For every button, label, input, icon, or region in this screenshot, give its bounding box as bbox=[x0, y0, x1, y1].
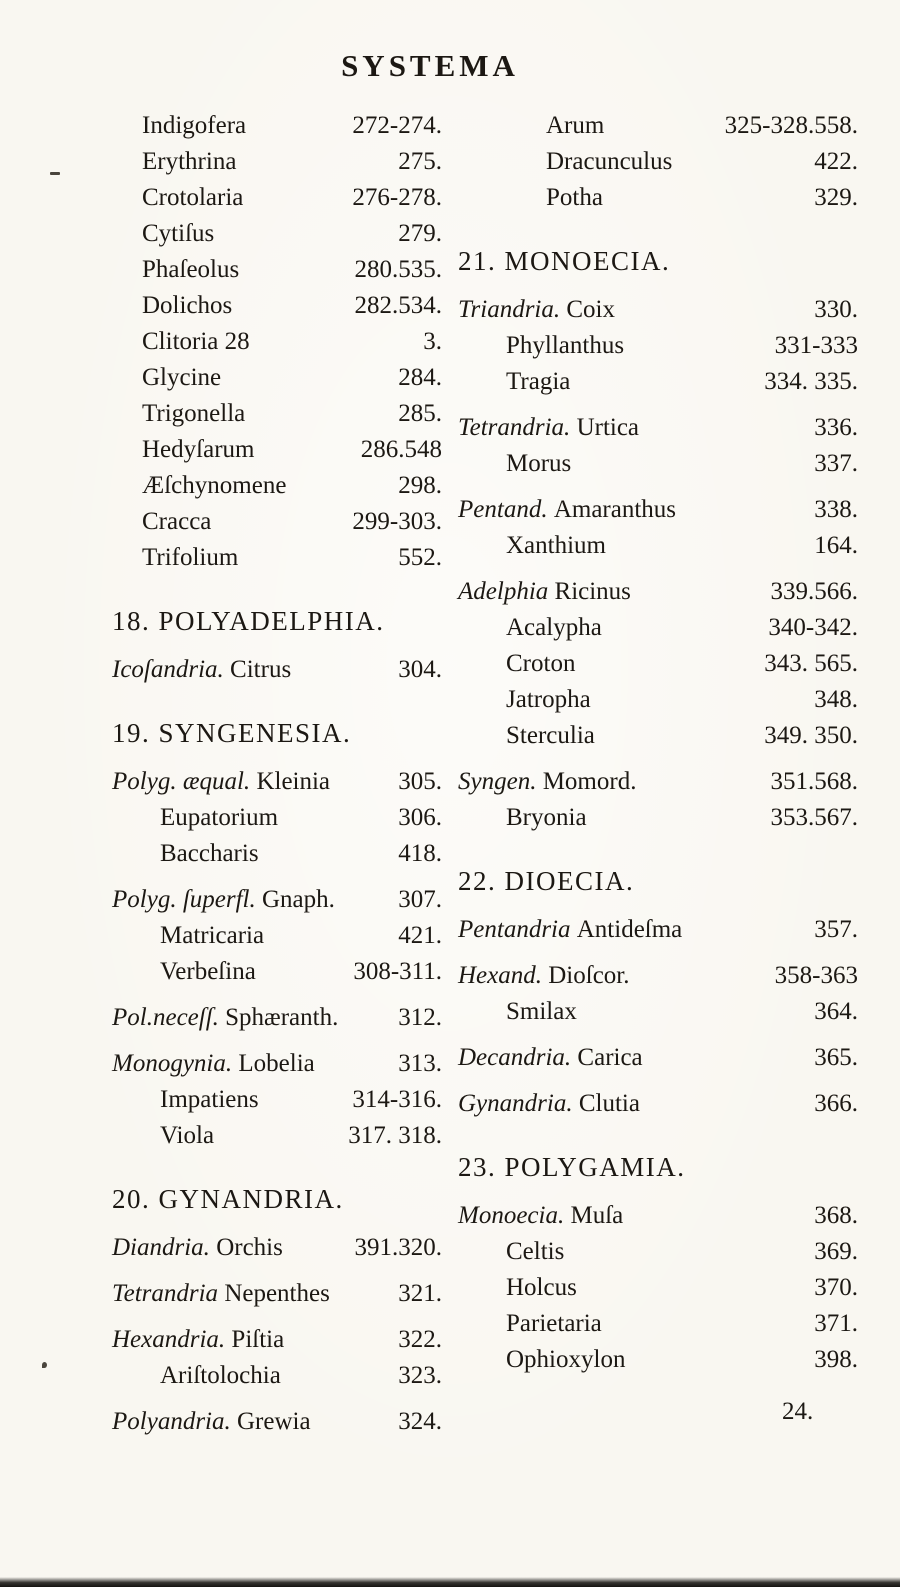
page-numbers: 368. bbox=[814, 1202, 858, 1229]
order-name-label: Monoecia. bbox=[458, 1202, 571, 1229]
order-name-label: Diandria. bbox=[112, 1234, 217, 1261]
index-entry bbox=[458, 718, 858, 754]
genus-name: Muſa bbox=[570, 1202, 624, 1229]
genus-name: Gnaph. bbox=[261, 886, 335, 913]
index-column-right bbox=[458, 108, 858, 1378]
index-entry bbox=[458, 1342, 858, 1378]
scan-edge-artifact bbox=[0, 1577, 900, 1587]
entry-text bbox=[506, 682, 591, 718]
order-name-label: Polyg. æqual. bbox=[112, 768, 257, 795]
page-numbers: 370. bbox=[814, 1274, 858, 1301]
index-entry bbox=[458, 958, 858, 994]
entry-text bbox=[160, 800, 278, 836]
entry-text bbox=[142, 324, 250, 360]
page-numbers: 275. bbox=[398, 148, 442, 175]
order-name-label: Polyandria. bbox=[112, 1408, 237, 1435]
index-entry bbox=[112, 836, 442, 872]
genus-name: Ophioxylon bbox=[506, 1346, 626, 1373]
section-heading: 20. GYNANDRIA. bbox=[112, 1184, 344, 1214]
entry-text bbox=[506, 1270, 577, 1306]
entry-text bbox=[506, 718, 595, 754]
index-entry bbox=[458, 610, 858, 646]
page-numbers: 371. bbox=[814, 1310, 858, 1337]
page-title: SYSTEMA bbox=[341, 48, 519, 83]
index-entry bbox=[458, 912, 858, 948]
order-name-label: Pol.neceſſ. bbox=[112, 1004, 226, 1031]
index-entry bbox=[458, 328, 858, 364]
page-numbers: 324. bbox=[398, 1408, 442, 1435]
genus-name: Baccharis bbox=[160, 840, 259, 867]
entry-text bbox=[112, 764, 330, 800]
order-name-label: Pentand. bbox=[458, 496, 554, 523]
genus-name: Impatiens bbox=[160, 1086, 259, 1113]
genus-name: Clutia bbox=[578, 1090, 640, 1117]
page-numbers: 312. bbox=[398, 1004, 442, 1031]
page-numbers: 308-311. bbox=[353, 958, 442, 985]
entry-text bbox=[112, 882, 335, 918]
index-entry bbox=[458, 528, 858, 564]
order-name-label: Triandria. bbox=[458, 296, 567, 323]
genus-name: Momord. bbox=[542, 768, 637, 795]
page-numbers: 339.566. bbox=[770, 578, 858, 605]
entry-text bbox=[458, 958, 630, 994]
page-numbers: 276-278. bbox=[352, 184, 442, 211]
genus-name: Ricinus bbox=[554, 578, 631, 605]
page-numbers: 323. bbox=[398, 1362, 442, 1389]
index-column-left bbox=[112, 108, 442, 1440]
entry-text bbox=[142, 144, 236, 180]
page-numbers: 285. bbox=[398, 400, 442, 427]
page-numbers: 349. 350. bbox=[764, 722, 858, 749]
index-entry bbox=[458, 646, 858, 682]
page-numbers: 421. bbox=[398, 922, 442, 949]
page-numbers: 3. bbox=[423, 328, 442, 355]
entry-text bbox=[546, 180, 603, 216]
index-entry bbox=[458, 364, 858, 400]
index-entry bbox=[112, 108, 442, 144]
index-entry bbox=[458, 492, 858, 528]
page-numbers: 357. bbox=[814, 916, 858, 943]
page-numbers: 353.567. bbox=[770, 804, 858, 831]
entry-text bbox=[142, 108, 246, 144]
index-entry bbox=[458, 1306, 858, 1342]
entry-text bbox=[458, 1040, 643, 1076]
order-name-label: Tetrandria. bbox=[458, 414, 577, 441]
order-name-label: Monogynia. bbox=[112, 1050, 239, 1077]
entry-text bbox=[458, 764, 636, 800]
genus-name: Dioſcor. bbox=[548, 962, 630, 989]
index-entry bbox=[112, 468, 442, 504]
order-name-label: Pentandria bbox=[458, 916, 577, 943]
section-heading: 18. POLYADELPHIA. bbox=[112, 606, 385, 636]
index-entry bbox=[112, 800, 442, 836]
genus-name: Eupatorium bbox=[160, 804, 279, 831]
entry-text bbox=[112, 1000, 338, 1036]
index-entry bbox=[458, 574, 858, 610]
genus-name: Tragia bbox=[506, 368, 571, 395]
index-entry bbox=[458, 1270, 858, 1306]
page-numbers: 322. bbox=[398, 1326, 442, 1353]
index-entry bbox=[112, 1046, 442, 1082]
entry-text bbox=[142, 468, 286, 504]
page-numbers: 366. bbox=[814, 1090, 858, 1117]
page-numbers: 552. bbox=[398, 544, 442, 571]
genus-name: Verbeſina bbox=[160, 958, 256, 985]
entry-text bbox=[160, 1082, 259, 1118]
index-entry bbox=[112, 324, 442, 360]
entry-text bbox=[458, 410, 639, 446]
index-entry bbox=[112, 216, 442, 252]
entry-text bbox=[142, 432, 254, 468]
genus-name: Parietaria bbox=[506, 1310, 602, 1337]
page-numbers: 348. bbox=[814, 686, 858, 713]
page-numbers: 299-303. bbox=[352, 508, 442, 535]
page-numbers: 325-328.558. bbox=[724, 112, 858, 139]
index-entry bbox=[112, 1000, 442, 1036]
page-numbers: 313. bbox=[398, 1050, 442, 1077]
entry-text bbox=[160, 954, 256, 990]
entry-text bbox=[142, 252, 239, 288]
entry-text bbox=[506, 800, 587, 836]
entry-text bbox=[506, 646, 575, 682]
genus-name: Viola bbox=[160, 1122, 215, 1149]
index-entry bbox=[112, 1358, 442, 1394]
entry-text bbox=[142, 288, 232, 324]
genus-name: Sphæranth. bbox=[225, 1004, 339, 1031]
page-numbers: 314-316. bbox=[352, 1086, 442, 1113]
index-entry bbox=[458, 108, 858, 144]
page-numbers: 340-342. bbox=[768, 614, 858, 641]
entry-text bbox=[160, 918, 264, 954]
index-entry bbox=[458, 800, 858, 836]
genus-name: Morus bbox=[506, 450, 572, 477]
page-numbers: 280.535. bbox=[354, 256, 442, 283]
genus-name: Xanthium bbox=[506, 532, 606, 559]
entry-text bbox=[160, 836, 259, 872]
genus-name: Antideſma bbox=[576, 916, 683, 943]
page-numbers: 365. bbox=[814, 1044, 858, 1071]
genus-name: Æſchynomene bbox=[142, 472, 287, 499]
index-entry bbox=[458, 180, 858, 216]
page-numbers: 418. bbox=[398, 840, 442, 867]
entry-text bbox=[142, 180, 243, 216]
order-name-label: Gynandria. bbox=[458, 1090, 579, 1117]
genus-name: Clitoria 28 bbox=[142, 328, 250, 355]
entry-text bbox=[160, 1118, 214, 1154]
entry-text bbox=[506, 1306, 602, 1342]
entry-text bbox=[506, 328, 624, 364]
index-entry bbox=[112, 764, 442, 800]
section-heading: 19. SYNGENESIA. bbox=[112, 718, 352, 748]
index-entry bbox=[112, 432, 442, 468]
page-numbers: 364. bbox=[814, 998, 858, 1025]
page-numbers: 337. bbox=[814, 450, 858, 477]
entry-text bbox=[506, 994, 577, 1030]
genus-name: Dolichos bbox=[142, 292, 233, 319]
section-heading: 23. POLYGAMIA. bbox=[458, 1152, 686, 1182]
entry-text bbox=[142, 504, 211, 540]
page-numbers: 164. bbox=[814, 532, 858, 559]
page-numbers: 343. 565. bbox=[764, 650, 858, 677]
order-name-label: Hexand. bbox=[458, 962, 549, 989]
order-name-label: Tetrandria bbox=[112, 1280, 225, 1307]
page-numbers: 334. 335. bbox=[764, 368, 858, 395]
page-numbers: 351.568. bbox=[770, 768, 858, 795]
genus-name: Hedyſarum bbox=[142, 436, 255, 463]
order-name-label: Syngen. bbox=[458, 768, 543, 795]
genus-name: Arum bbox=[546, 112, 605, 139]
genus-name: Jatropha bbox=[506, 686, 591, 713]
index-entry bbox=[112, 1404, 442, 1440]
page-numbers: 306. bbox=[398, 804, 442, 831]
genus-name: Croton bbox=[506, 650, 576, 677]
genus-name: Urtica bbox=[576, 414, 640, 441]
index-entry bbox=[458, 682, 858, 718]
order-name-label: Hexandria. bbox=[112, 1326, 232, 1353]
page-numbers: 358-363 bbox=[774, 962, 858, 989]
index-entry bbox=[112, 1322, 442, 1358]
entry-text bbox=[546, 144, 672, 180]
entry-text bbox=[458, 492, 676, 528]
index-entry bbox=[112, 288, 442, 324]
genus-name: Kleinia bbox=[256, 768, 331, 795]
entry-text bbox=[112, 652, 291, 688]
index-entry bbox=[458, 292, 858, 328]
entry-text bbox=[506, 364, 570, 400]
index-entry bbox=[112, 954, 442, 990]
entry-text bbox=[546, 108, 604, 144]
index-entry bbox=[458, 410, 858, 446]
index-entry bbox=[458, 446, 858, 482]
index-entry bbox=[112, 504, 442, 540]
page-numbers: 282.534. bbox=[354, 292, 442, 319]
index-entry bbox=[112, 1276, 442, 1312]
genus-name: Matricaria bbox=[160, 922, 265, 949]
entry-text bbox=[112, 1276, 330, 1312]
genus-name: Cracca bbox=[142, 508, 212, 535]
index-entry bbox=[458, 1040, 858, 1076]
genus-name: Acalypha bbox=[506, 614, 602, 641]
entry-text bbox=[142, 396, 245, 432]
page-numbers: 317. 318. bbox=[348, 1122, 442, 1149]
page-numbers: 307. bbox=[398, 886, 442, 913]
page-numbers: 391.320. bbox=[354, 1234, 442, 1261]
entry-text bbox=[458, 1086, 640, 1122]
genus-name: Glycine bbox=[142, 364, 222, 391]
index-entry bbox=[458, 1234, 858, 1270]
entry-text bbox=[112, 1404, 311, 1440]
entry-text bbox=[112, 1322, 284, 1358]
index-entry bbox=[112, 1082, 442, 1118]
genus-name: Celtis bbox=[506, 1238, 565, 1265]
page-numbers: 279. bbox=[398, 220, 442, 247]
genus-name: Amaranthus bbox=[553, 496, 677, 523]
genus-name: Bryonia bbox=[506, 804, 587, 831]
order-name-label: Adelphia bbox=[458, 578, 555, 605]
genus-name: Sterculia bbox=[506, 722, 595, 749]
page-numbers: 272-274. bbox=[352, 112, 442, 139]
section-heading: 22. DIOECIA. bbox=[458, 866, 635, 896]
index-entry bbox=[112, 882, 442, 918]
page-numbers: 331-333 bbox=[774, 332, 858, 359]
entry-text bbox=[142, 540, 238, 576]
page-numbers: 304. bbox=[398, 656, 442, 683]
index-entry bbox=[112, 918, 442, 954]
order-name-label: Decandria. bbox=[458, 1044, 578, 1071]
genus-name: Trigonella bbox=[142, 400, 246, 427]
index-entry bbox=[112, 1118, 442, 1154]
index-entry bbox=[112, 180, 442, 216]
genus-name: Dracunculus bbox=[546, 148, 673, 175]
entry-text bbox=[112, 1230, 283, 1266]
page-numbers: 338. bbox=[814, 496, 858, 523]
genus-name: Coix bbox=[566, 296, 615, 323]
index-entry bbox=[112, 252, 442, 288]
entry-text bbox=[458, 1198, 623, 1234]
index-entry bbox=[112, 540, 442, 576]
index-entry bbox=[458, 994, 858, 1030]
entry-text bbox=[458, 912, 682, 948]
page-numbers: 305. bbox=[398, 768, 442, 795]
page-numbers: 298. bbox=[398, 472, 442, 499]
index-entry bbox=[112, 1230, 442, 1266]
genus-name: Ariſtolochia bbox=[160, 1362, 281, 1389]
genus-name: Cytiſus bbox=[142, 220, 215, 247]
genus-name: Grewia bbox=[237, 1408, 311, 1435]
page-numbers: 284. bbox=[398, 364, 442, 391]
genus-name: Piſtia bbox=[231, 1326, 285, 1353]
genus-name: Trifolium bbox=[142, 544, 239, 571]
order-name-label: Icoſandria. bbox=[112, 656, 231, 683]
genus-name: Nepenthes bbox=[224, 1280, 330, 1307]
genus-name: Phyllanthus bbox=[506, 332, 625, 359]
entry-text bbox=[160, 1358, 281, 1394]
page-numbers: 422. bbox=[814, 148, 858, 175]
page-numbers: 329. bbox=[814, 184, 858, 211]
page-numbers: 321. bbox=[398, 1280, 442, 1307]
genus-name: Holcus bbox=[506, 1274, 577, 1301]
genus-name: Erythrina bbox=[142, 148, 237, 175]
ink-mark bbox=[50, 172, 60, 175]
index-entry bbox=[112, 396, 442, 432]
index-entry bbox=[458, 144, 858, 180]
ink-mark bbox=[42, 1362, 47, 1368]
entry-text bbox=[458, 292, 615, 328]
section-heading: 21. MONOECIA. bbox=[458, 246, 671, 276]
genus-name: Orchis bbox=[216, 1234, 283, 1261]
page-numbers: 330. bbox=[814, 296, 858, 323]
genus-name: Carica bbox=[577, 1044, 643, 1071]
genus-name: Indigofera bbox=[142, 112, 247, 139]
index-entry bbox=[458, 1198, 858, 1234]
page-numbers: 369. bbox=[814, 1238, 858, 1265]
genus-name: Potha bbox=[546, 184, 603, 211]
index-entry bbox=[112, 144, 442, 180]
entry-text bbox=[506, 610, 602, 646]
entry-text bbox=[142, 360, 221, 396]
index-entry bbox=[458, 1086, 858, 1122]
genus-name: Smilax bbox=[506, 998, 577, 1025]
index-entry bbox=[458, 764, 858, 800]
entry-text bbox=[142, 216, 214, 252]
entry-text bbox=[506, 446, 571, 482]
index-entry bbox=[112, 360, 442, 396]
entry-text bbox=[506, 1342, 625, 1378]
entry-text bbox=[506, 1234, 564, 1270]
entry-text bbox=[458, 574, 631, 610]
genus-name: Phaſeolus bbox=[142, 256, 240, 283]
page-numbers: 286.548 bbox=[360, 436, 442, 463]
genus-name: Crotolaria bbox=[142, 184, 244, 211]
genus-name: Citrus bbox=[230, 656, 292, 683]
entry-text bbox=[506, 528, 606, 564]
index-entry bbox=[112, 652, 442, 688]
page-numbers: 336. bbox=[814, 414, 858, 441]
entry-text bbox=[112, 1046, 315, 1082]
genus-name: Lobelia bbox=[238, 1050, 315, 1077]
order-name-label: Polyg. ſuperfl. bbox=[112, 886, 262, 913]
catchword-page-number: 24. bbox=[782, 1398, 814, 1425]
page-numbers: 398. bbox=[814, 1346, 858, 1373]
